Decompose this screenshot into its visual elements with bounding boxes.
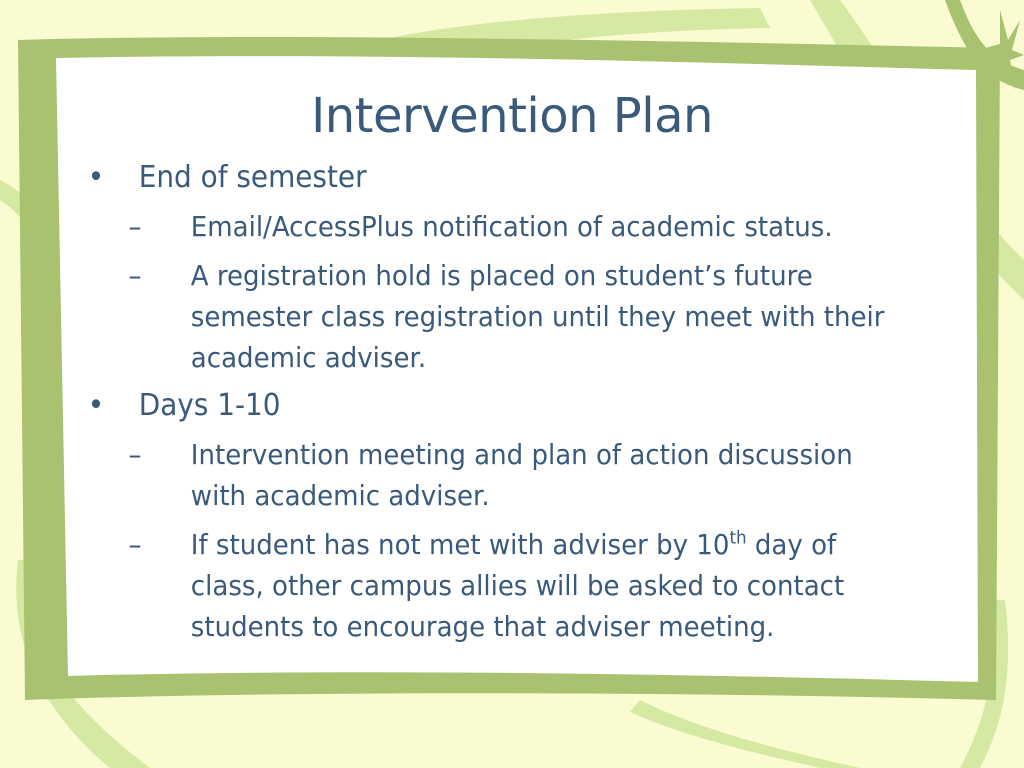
bullet-text: Days 1-10 — [138, 388, 281, 423]
sub-bullet-text-start: If student has not met with adviser by 10 — [190, 528, 730, 561]
sub-bullet-text: Email/AccessPlus notification of academic status. — [190, 210, 833, 243]
sub-bullet-marker: – — [128, 438, 142, 471]
ordinal-suffix: th — [729, 527, 747, 549]
sub-bullet-text — [191, 528, 844, 643]
bullet-marker: • — [87, 388, 105, 423]
sub-bullet-text: A registration hold is placed on student’s future semester class registration until they meet with their academic adviser. — [190, 259, 885, 374]
bullet-marker: • — [87, 160, 105, 195]
bullet-list — [82, 150, 900, 647]
slide-title: Intervention Plan — [311, 88, 713, 144]
sub-bullet-item — [82, 434, 900, 516]
sub-bullet-item — [82, 206, 900, 247]
sub-bullet-item — [82, 255, 900, 378]
bullet-item — [82, 385, 900, 426]
bullet-item — [82, 157, 900, 198]
sub-bullet-text: Intervention meeting and plan of action discussion with academic adviser. — [190, 438, 853, 512]
sub-bullet-item — [82, 524, 900, 647]
sub-bullet-marker: – — [128, 259, 142, 292]
sub-bullet-marker: – — [128, 528, 142, 561]
sub-bullet-text-end: day of class, other campus allies will be asked to contact students to encourage that adviser meeting. — [190, 528, 845, 643]
sub-bullet-marker: – — [128, 210, 142, 243]
bullet-text: End of semester — [138, 160, 367, 195]
decorative-swirl — [630, 700, 860, 768]
